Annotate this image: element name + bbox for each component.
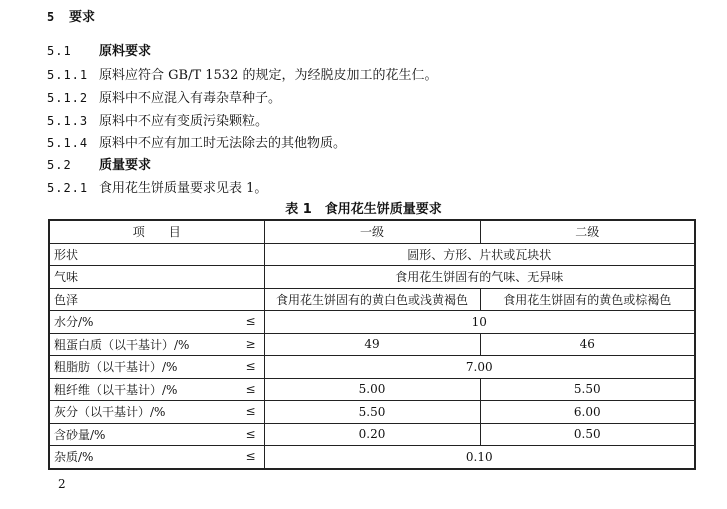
section-title: 质量要求	[99, 158, 152, 173]
limit-symbol: ≥	[245, 336, 256, 351]
clause-number: 5.2.1	[47, 181, 89, 195]
limit-symbol: ≤	[245, 426, 256, 441]
row-grade1: 5.00	[264, 378, 480, 401]
row-label-cell	[49, 446, 264, 469]
clause-5-1-4	[47, 132, 346, 151]
row-grade1: 49	[264, 333, 480, 356]
section-5-1-heading	[47, 40, 151, 59]
row-label: 灰分（以干基计）/%	[54, 405, 166, 420]
clause-5-1-1	[47, 64, 437, 83]
clause-text: 原料中不应有变质污染颗粒。	[99, 114, 269, 129]
header-grade2: 二级	[480, 220, 695, 243]
clause-number: 5.1.1	[47, 68, 89, 82]
row-grade1: 食用花生饼固有的黄白色或浅黄褐色	[264, 288, 480, 311]
row-label: 杂质/%	[54, 450, 94, 465]
row-label-cell	[49, 356, 264, 379]
section-title: 要求	[69, 10, 96, 25]
clause-number: 5.1.3	[47, 114, 89, 128]
page-number: 2	[58, 477, 66, 491]
row-value: 0.10	[264, 446, 695, 469]
row-value: 圆形、方形、片状或瓦块状	[264, 243, 695, 266]
limit-symbol: ≤	[245, 449, 256, 463]
header-item: 项 目	[49, 220, 264, 243]
row-label: 形状	[49, 243, 264, 266]
limit-symbol: ≤	[245, 381, 256, 396]
row-grade2: 食用花生饼固有的黄色或棕褐色	[480, 288, 695, 311]
row-grade2: 0.50	[480, 423, 695, 446]
row-label: 粗蛋白质（以干基计）/%	[54, 337, 190, 352]
quality-requirements-table	[48, 219, 696, 470]
section-5-heading	[47, 6, 95, 25]
limit-symbol: ≤	[245, 404, 256, 418]
clause-text: 食用花生饼质量要求见表 1。	[99, 181, 268, 196]
clause-number: 5.1.4	[47, 136, 89, 150]
clause-text: 原料中不应混入有毒杂草种子。	[99, 91, 282, 106]
row-label-cell	[49, 311, 264, 334]
row-label-cell	[49, 378, 264, 401]
table-row-fiber	[49, 378, 695, 401]
clause-5-2-1	[47, 177, 267, 196]
row-value: 食用花生饼固有的气味、无异味	[264, 266, 695, 289]
section-5-2-heading	[47, 154, 151, 173]
header-grade1: 一级	[264, 220, 480, 243]
row-value: 7.00	[264, 356, 695, 379]
row-label: 水分/%	[54, 315, 94, 330]
row-label: 粗纤维（以干基计）/%	[54, 382, 178, 397]
table-row-fat	[49, 356, 695, 379]
clause-text: 原料应符合 GB/T 1532 的规定，为经脱皮加工的花生仁。	[99, 68, 438, 83]
row-grade2: 46	[480, 333, 695, 356]
row-label: 气味	[49, 266, 264, 289]
row-label: 粗脂肪（以干基计）/%	[54, 360, 178, 375]
row-label: 色泽	[49, 288, 264, 311]
row-label-cell	[49, 333, 264, 356]
row-grade2: 6.00	[480, 401, 695, 424]
clause-5-1-2	[47, 87, 281, 106]
table-row-protein	[49, 333, 695, 356]
section-number: 5.1	[47, 44, 72, 58]
clause-number: 5.1.2	[47, 91, 89, 105]
section-number: 5.2	[47, 158, 72, 172]
section-number: 5	[47, 10, 56, 24]
limit-symbol: ≤	[245, 314, 256, 328]
limit-symbol: ≤	[245, 359, 256, 373]
table-row-sand	[49, 423, 695, 446]
row-label: 含砂量/%	[54, 427, 106, 442]
row-grade1: 5.50	[264, 401, 480, 424]
table-row-moisture	[49, 311, 695, 334]
table-row-smell	[49, 266, 695, 289]
clause-text: 原料中不应有加工时无法除去的其他物质。	[99, 136, 347, 151]
clause-5-1-3	[47, 110, 268, 129]
table-row-color	[49, 288, 695, 311]
row-label-cell	[49, 423, 264, 446]
row-value: 10	[264, 311, 695, 334]
row-label-cell	[49, 401, 264, 424]
table-row-ash	[49, 401, 695, 424]
row-grade2: 5.50	[480, 378, 695, 401]
row-grade1: 0.20	[264, 423, 480, 446]
table-header-row	[49, 220, 695, 243]
table-row-impurity	[49, 446, 695, 469]
section-title: 原料要求	[99, 44, 152, 59]
table-row-shape	[49, 243, 695, 266]
table-caption: 表 1 食用花生饼质量要求	[285, 202, 442, 217]
